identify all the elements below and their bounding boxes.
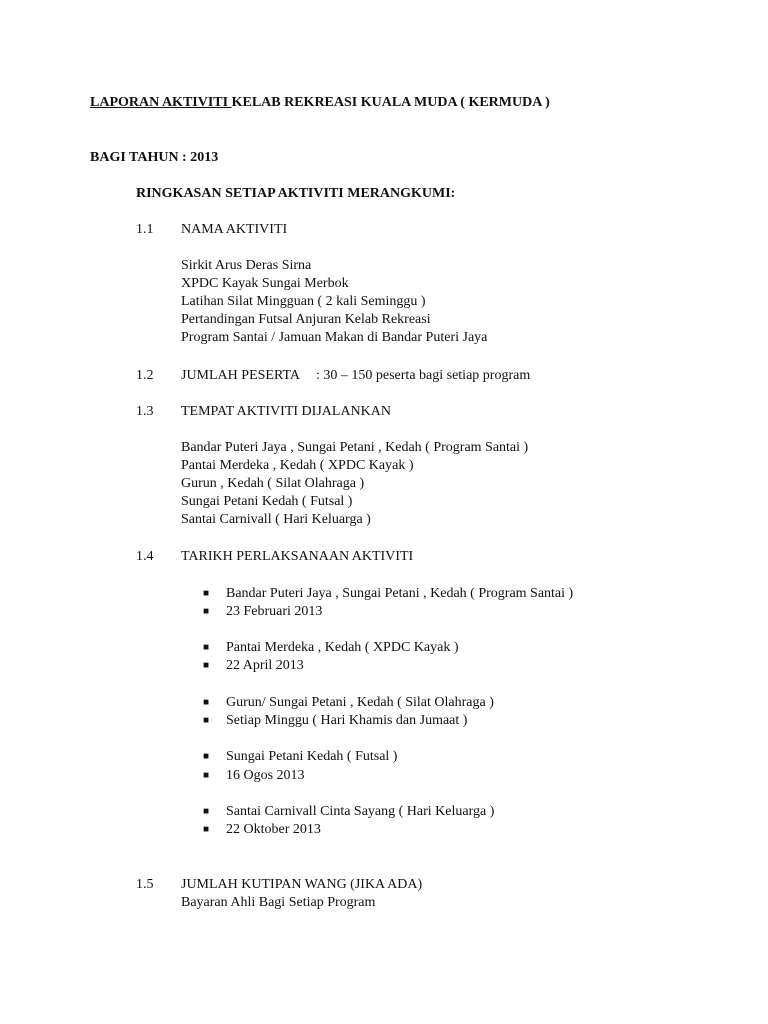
report-year: BAGI TAHUN : 2013 bbox=[90, 150, 219, 165]
section-1-1-number: 1.1 bbox=[136, 222, 154, 237]
section-1-2-heading: JUMLAH PESERTA bbox=[181, 368, 300, 383]
list-item: Pantai Merdeka , Kedah ( XPDC Kayak ) bbox=[226, 640, 459, 655]
section-1-1-list bbox=[181, 257, 487, 347]
section-1-4-heading: TARIKH PERLAKSANAAN AKTIVITI bbox=[181, 549, 414, 564]
bullet-icon: ■ bbox=[203, 715, 210, 726]
list-item: Bandar Puteri Jaya , Sungai Petani , Kedah ( Program Santai ) bbox=[181, 440, 529, 455]
section-1-3-list bbox=[181, 439, 528, 529]
list-item: Sungai Petani Kedah ( Futsal ) bbox=[181, 494, 353, 509]
bullet-icon: ■ bbox=[203, 824, 210, 835]
list-item: Latihan Silat Mingguan ( 2 kali Seminggu ) bbox=[181, 294, 426, 309]
section-1-3-number: 1.3 bbox=[136, 404, 154, 419]
list-item: 16 Ogos 2013 bbox=[226, 768, 305, 783]
bullet-icon: ■ bbox=[203, 642, 210, 653]
list-item: Setiap Minggu ( Hari Khamis dan Jumaat ) bbox=[226, 713, 468, 728]
list-item: Santai Carnivall ( Hari Keluarga ) bbox=[181, 512, 371, 527]
list-item: Bandar Puteri Jaya , Sungai Petani , Kedah ( Program Santai ) bbox=[226, 586, 574, 601]
section-1-2-value: : 30 – 150 peserta bagi setiap program bbox=[316, 368, 531, 383]
list-item: XPDC Kayak Sungai Merbok bbox=[181, 276, 349, 291]
bullet-icon: ■ bbox=[203, 660, 210, 671]
report-title-underlined: LAPORAN AKTIVITI bbox=[90, 95, 232, 110]
section-1-4-number: 1.4 bbox=[136, 549, 154, 564]
section-1-2-number: 1.2 bbox=[136, 368, 154, 383]
summary-heading: RINGKASAN SETIAP AKTIVITI MERANGKUMI: bbox=[136, 186, 456, 201]
list-item: Santai Carnivall Cinta Sayang ( Hari Keluarga ) bbox=[226, 804, 495, 819]
section-1-1-heading: NAMA AKTIVITI bbox=[181, 222, 288, 237]
report-title bbox=[90, 94, 550, 112]
section-1-3-heading: TEMPAT AKTIVITI DIJALANKAN bbox=[181, 404, 391, 419]
report-title-rest: KELAB REKREASI KUALA MUDA ( KERMUDA ) bbox=[231, 95, 550, 110]
list-item: Gurun , Kedah ( Silat Olahraga ) bbox=[181, 476, 365, 491]
section-1-5-value: Bayaran Ahli Bagi Setiap Program bbox=[181, 895, 376, 910]
bullet-icon: ■ bbox=[203, 697, 210, 708]
section-1-5-heading: JUMLAH KUTIPAN WANG (JIKA ADA) bbox=[181, 877, 423, 892]
list-item: Pantai Merdeka , Kedah ( XPDC Kayak ) bbox=[181, 458, 414, 473]
bullet-icon: ■ bbox=[203, 606, 210, 617]
list-item: Sungai Petani Kedah ( Futsal ) bbox=[226, 749, 398, 764]
list-item: 22 April 2013 bbox=[226, 658, 304, 673]
list-item: Program Santai / Jamuan Makan di Bandar Puteri Jaya bbox=[181, 330, 488, 345]
bullet-icon: ■ bbox=[203, 751, 210, 762]
bullet-icon: ■ bbox=[203, 806, 210, 817]
list-item: 22 Oktober 2013 bbox=[226, 822, 321, 837]
section-1-5-number: 1.5 bbox=[136, 877, 154, 892]
list-item: Sirkit Arus Deras Sirna bbox=[181, 258, 312, 273]
list-item: Gurun/ Sungai Petani , Kedah ( Silat Olahraga ) bbox=[226, 695, 494, 710]
list-item: Pertandingan Futsal Anjuran Kelab Rekreasi bbox=[181, 312, 431, 327]
bullet-icon: ■ bbox=[203, 770, 210, 781]
list-item: 23 Februari 2013 bbox=[226, 604, 323, 619]
bullet-icon: ■ bbox=[203, 588, 210, 599]
